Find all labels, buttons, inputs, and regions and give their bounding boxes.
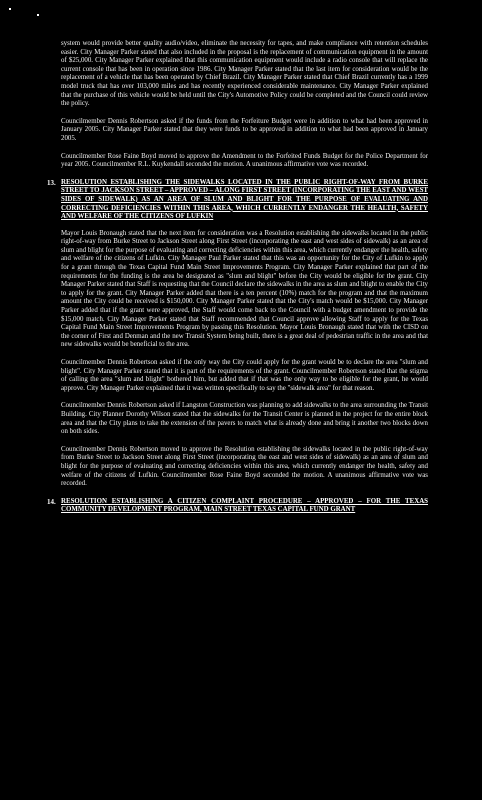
item-title: RESOLUTION ESTABLISHING A CITIZEN COMPLAINT PROCEDURE – APPROVED – FOR THE TEXAS COMMUNITY DEVELOPMENT PROGRAM, MAIN STREET TEXAS CAPITAL FUND GRANT (61, 497, 428, 514)
item-title: RESOLUTION ESTABLISHING THE SIDEWALKS LOCATED IN THE PUBLIC RIGHT-OF-WAY FROM BURKE STREET TO JACKSON STREET – APPROVED – ALONG FIRST STREET (INCORPORATING THE EAST AND WEST SIDES OF SIDEWALK) AS AN AREA OF SLUM AND BLIGHT FOR THE PURPOSE OF EVALUATING AND CORRECTING DEFICIENCIES WITHIN THIS AREA, WHICH CURRENTLY ENDANGER THE HEALTH, SAFETY AND WELFARE OF THE CITIZENS OF LUFKIN (61, 178, 428, 221)
paragraph-slum-blight-question: Councilmember Dennis Robertson asked if the only way the City could apply for the grant would be to declare the area "slum and blight". City Manager Parker stated that it is part of the requirements of the grant. Councilmember Robertson stated that the stigma of calling the area "slum and blight" bothered him, but added that if that was the only way to be eligible for the grant, he would approve. City Manager Parker explained that it was written specifically to say the "sidewalk area" for that reason. (61, 359, 428, 392)
scan-specks (0, 0, 482, 30)
paragraph-sidewalk-motion: Councilmember Dennis Robertson moved to approve the Resolution establishing the sidewalks located in the public right-of-way from Burke Street to Jackson Street along First Street (incorporating the east and west sides of sidewalk) as an area of slum and blight for the purpose of evaluating and correcting deficiencies within this area, which currently endanger the health, safety and welfare of the citizens of Lufkin. Councilmember Rose Faine Boyd seconded the motion. A unanimous affirmative vote was recorded. (61, 445, 428, 488)
paragraph-forfeiture-motion: Councilmember Rose Faine Boyd moved to approve the Amendment to the Forfeited Funds Budget for the Police Department for year 2005. Councilmember R.L. Kuykendall seconded the motion. A unanimous affirmative vote was recorded. (61, 152, 428, 169)
agenda-item-13 (47, 178, 428, 222)
item-number: 13. (47, 178, 56, 187)
agenda-item-14 (47, 497, 428, 515)
item-number: 14. (47, 497, 56, 506)
document-page (47, 40, 428, 523)
paragraph-forfeiture-proposal: system would provide better quality audio/video, eliminate the necessity for tapes, and make compliance with retention schedules easier. City Manager Parker stated that also included in the proposal is the replacement of communication equipment in the amount of $25,000. City Manager Parker explained that this communication equipment would include a radio console that will replace the current console that has been in operation since 1986. City Manager Parker stated that the last item for consideration would be the replacement of a vehicle that has been operated by Chief Brazil. City Manager Parker stated that Chief Brazil currently has a 1999 model truck that has over 103,000 miles and has recently experienced considerable maintenance. City Manager Parker explained that the purchase of this vehicle would be held until the City's Automotive Policy could be completed and the Council could review the policy. (61, 40, 428, 108)
paragraph-robertson-question: Councilmember Dennis Robertson asked if the funds from the Forfeiture Budget were in addition to what had been approved in January 2005. City Manager Parker stated that they were funds to be approved in addition to what had been approved in January 2005. (61, 117, 428, 142)
paragraph-transit-sidewalks: Councilmember Dennis Robertson asked if Langston Construction was planning to add sidewalks to the area surrounding the Transit Building. City Planner Dorothy Wilson stated that the sidewalks for the Transit Center is planned in the project for the entire block area and that the City plans to take the extension of the pavers to match what is already done and bring it another two blocks down on both sides. (61, 402, 428, 436)
paragraph-sidewalk-intro: Mayor Louis Bronaugh stated that the next item for consideration was a Resolution establishing the sidewalks located in the public right-of-way from Burke Street to Jackson Street along First Street (incorporating the east and west sides of sidewalk) as an area of slum and blight for the purpose of evaluating and correcting deficiencies within this area, which currently endanger the health, safety and welfare of the citizens of Lufkin. City Manager Paul Parker stated that this was an opportunity for the City of Lufkin to apply for a grant through the Texas Capital Fund Main Street Improvements Program. City Manager Parker explained that part of the requirements for the funding is the area be designated as "slum and blight" before the City would be eligible for the grant. City Manager Parker stated that Staff is requesting that the Council declare the sidewalks in the area as slum and blight to enable the City to apply for the grant. City Manager Parker added that there is a ten percent (10%) match for the program and that the maximum amount the City could be received is $150,000. City Manager Parker stated that the City's match would be $15,000. City Manager Parker added that if the grant were approved, the Staff would come back to the Council with a budget amendment to provide the $15,000 match. City Manager Parker stated that Staff recommended that Council approve allowing Staff to apply for the Texas Capital Fund Main Street Improvements Program by passing this Resolution. Mayor Louis Bronaugh stated that with the CISD on the corner of First and Denman and the new Transit System being built, there is a great deal of pedestrian traffic in the area and that new sidewalks would be beneficial to the area. (61, 229, 428, 349)
